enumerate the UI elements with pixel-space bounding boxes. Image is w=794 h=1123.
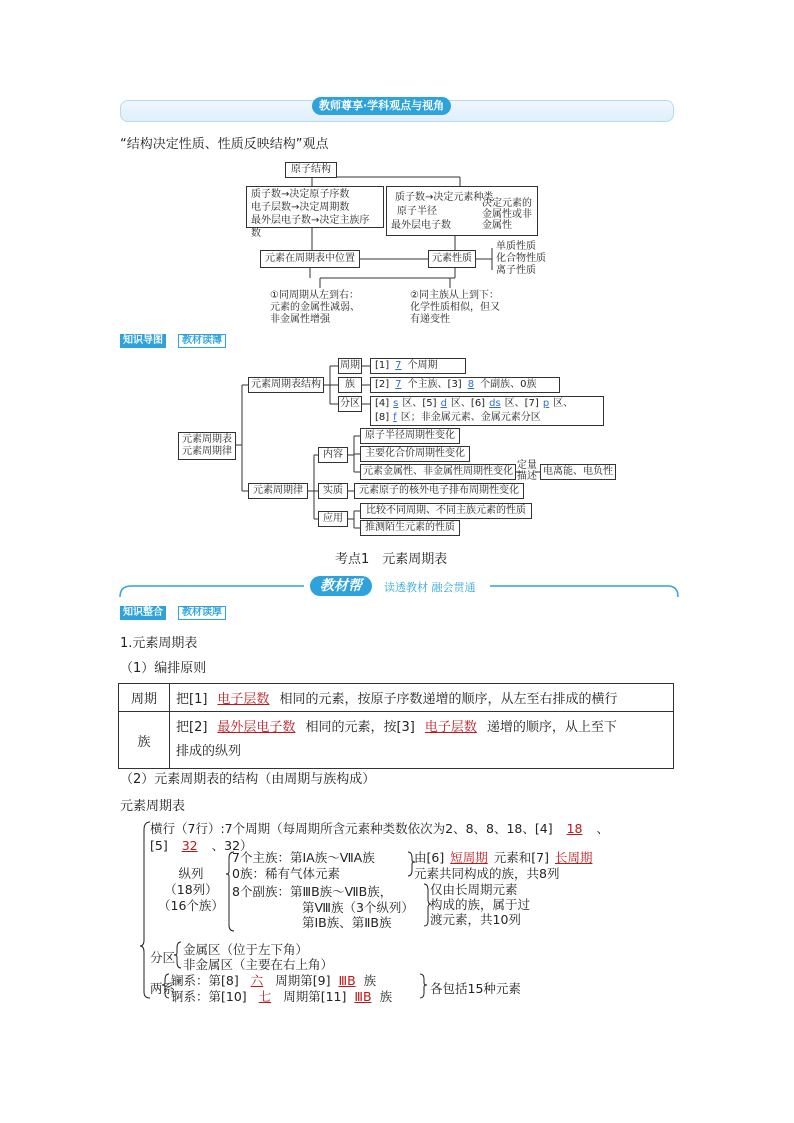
main-groups-source: 由[6] 短周期 元素和[7] 长周期 [414,850,593,865]
rule-table [118,683,674,769]
map-period: 周期 [338,358,362,374]
map-apply: 应用 [318,511,348,527]
map-law: 元素周期律 [248,483,308,499]
content-metallic: 元素金属性、非金属性周期性变化 [360,464,516,480]
map-root: 元素周期表 元素周期律 [178,432,236,460]
left-line-2: 电子层数→决定周期数 [251,202,350,213]
rule-group: ②同主族从上到下： 化学性质相似，但又 有递变性 [410,290,500,325]
each-15: 各包括15种元素 [430,981,521,996]
atom-structure-box: 原子结构 [285,162,337,178]
map-essence: 实质 [318,483,348,499]
tag-knowledge-integrate: 知识整合 [120,606,166,620]
jcb-subtitle: 读透教材 融会贯通 [384,581,476,594]
main-groups-count: 元素共同构成的族，共8列 [414,866,560,881]
lanthanide: 镧系：第[8] 六 周期第[9] ⅢB 族 [171,973,377,988]
apply-predict: 推测陌生元素的性质 [360,520,460,536]
banner-title: 教师尊享·学科观点与视角 [312,97,451,115]
atom-left-box [246,186,384,239]
jcb-title: 教材帮 [310,576,372,596]
position-box: 元素在周期表中位置 [260,250,360,268]
right-outer-e: 最外层电子数 [391,220,451,231]
tag-textbook-thin: 教材读薄 [178,334,226,348]
group-fill: [2] 7 个主族、[3] 8 个副族、0族 [370,377,560,393]
content-ionization: 电离能、电负性 [540,464,616,480]
column-label: 纵列 （18列） （16个族） [158,866,224,913]
nonmetal-zone: 非金属区（主要在右上角） [183,957,334,972]
atom-right-box [386,186,538,236]
map-zone: 分区 [338,396,362,412]
right-radius: 原子半径 [397,206,437,217]
content-radius: 原子半径周期性变化 [360,428,460,444]
metal-zone: 金属区（位于左下角） [183,942,309,957]
group-ib-iib: 第ⅠB族、第ⅡB族 [302,915,392,930]
zero-group: 0族：稀有气体元素 [232,866,340,881]
map-struct: 元素周期表结构 [248,377,324,393]
table-row: 族 把[2] 最外层电子数 相同的元素，按[3] 电子层数 递增的顺序，从上至下 排成的纵列 [119,712,674,769]
property-box: 元素性质 [428,250,476,268]
rule-period: ①同周期从左到右： 元素的金属性减弱、 非金属性增强 [270,290,360,325]
map-group: 族 [338,377,362,393]
viewpoint-title: “结构决定性质、性质反映结构”观点 [120,137,329,152]
left-line-1: 质子数→决定原子序数 [251,189,350,200]
left-line-3: 最外层电子数→决定主族序数 [251,215,370,239]
tag-knowledge-map: 知识导图 [120,334,166,348]
two-series-label: 两系 [150,981,176,996]
period-fill: [1] 7 个周期 [370,358,466,374]
heading-table: 元素周期表 [120,799,186,814]
row-line-2: [5] 32 、32） [150,838,253,853]
right-top: 质子数→决定元素种类 [395,192,494,203]
quant-desc: 定量 描述 [517,460,537,482]
group-viii: 第Ⅷ族（3个纵列） [302,900,414,915]
heading-structure: （2）元素周期表的结构（由周期与族构成） [120,772,376,787]
zone-label: 分区 [150,950,176,965]
main-groups: 7个主族：第ⅠA族～ⅦA族 [232,850,375,865]
zone-fill: [4] s 区、[5] d 区、[6] ds 区、[7] p 区、 [8] f 区；非金属元素、金属元素分区 [370,396,604,426]
sub-groups: 8个副族：第ⅢB族～ⅦB族， [232,884,393,899]
row-line: 横行（7行）:7个周期（每周期所含元素种类数依次为2、8、8、18、[4] 18 、 [150,821,610,836]
essence-text: 元素原子的核外电子排布周期性变化 [354,483,524,499]
section-title: 考点1 元素周期表 [335,552,448,567]
heading-rule: （1）编排原则 [120,661,207,676]
tag-textbook-thick: 教材读厚 [178,606,226,620]
actinide: 锕系：第[10] 七 周期第[11] ⅢB 族 [171,989,393,1004]
apply-compare: 比较不同周期、不同主族元素的性质 [360,503,532,519]
content-valence: 主要化合价周期性变化 [360,446,470,462]
right-decide: 决定元素的 金属性或非 金属性 [482,198,532,231]
heading-1: 1.元素周期表 [120,636,198,651]
table-row: 周期 把[1] 电子层数 相同的元素，按原子序数递增的顺序，从左至右排成的横行 [119,684,674,712]
map-content: 内容 [318,447,348,463]
sub-groups-desc: 仅由长周期元素 构成的族，属于过 渡元素，共10列 [430,882,531,927]
property-list: 单质性质 化合物性质 离子性质 [496,241,546,276]
